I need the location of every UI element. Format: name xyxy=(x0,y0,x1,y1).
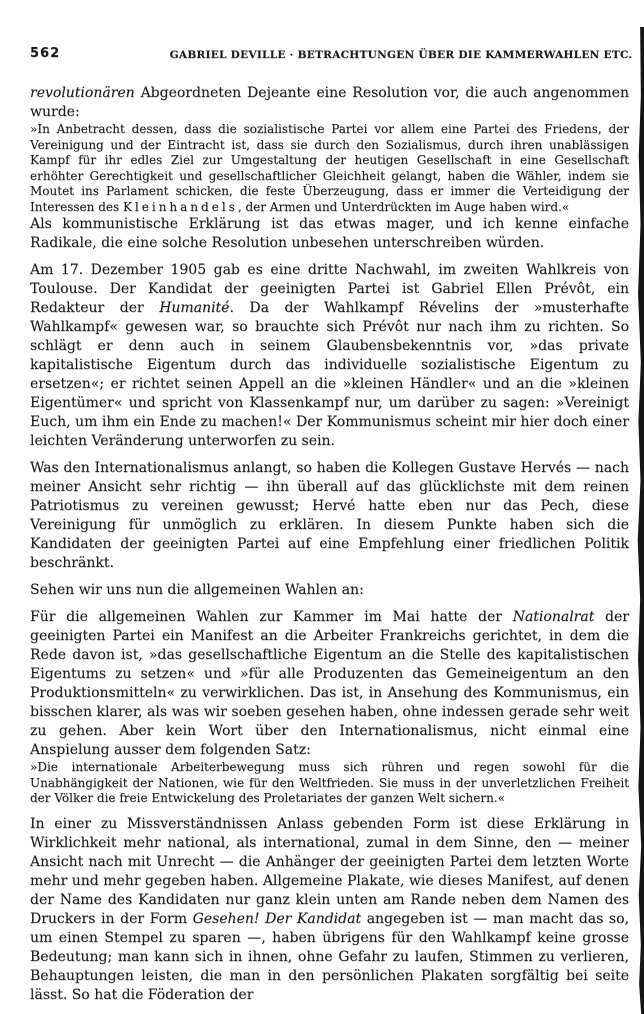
text-run: Was den Internationalismus anlangt, so haben die Kollegen Gustave Hervés — nach meiner Ansicht sehr richtig — ihn überall auf das glücklichste mit dem reinen Patriotismus zu vereinen gewusst; Hervé hatte eben nur das Pech, diese Vereinigung für unmöglich zu erklären. In diesem Punkte haben sich die Kandidaten der geeinigten Partei auf eine Empfehlung einer friedlichen Politik beschränkt. xyxy=(30,460,629,571)
text-run: Abgeordneten Dejeante eine Resolution vor, die auch angenommen wurde: xyxy=(30,85,629,120)
paragraph xyxy=(30,261,629,451)
text-run-spaced: Kleinhandels xyxy=(122,199,238,214)
text-run-italic: revolutionären xyxy=(30,85,135,101)
paragraph xyxy=(30,581,629,600)
text-run-italic: Humanité xyxy=(159,300,230,316)
text-run: In einer zu Missverständnissen Anlass gebenden Form ist diese Erklärung in Wirklichkeit mehr national, als international, zumal in dem Sinne, den — meiner Ansicht nach mit Unrecht — die Anhänger der geeinigten Partei dem letzten Worte mehr und mehr gegeben haben. Allgemeine Plakate, wie dieses Manifest, auf denen der Name des Kandidaten nur ganz klein unten am Rande neben dem Namen des Druckers in der Form xyxy=(30,815,629,927)
text-run-italic: Gesehen! Der Kandidat xyxy=(192,910,362,927)
text-run: der geeinigten Partei ein Manifest an die Arbeiter Frankreichs gerichtet, in dem die Rede davon ist, »das gesellschaftliche Eigentum an die Stelle des kapitalistischen Eigentums zu setzen« und »für alle Produzenten das Gemeineigentum an den Produktionsmitteln« zu verwirklichen. Das ist, in Ansehung des Kommunismus, ein bisschen klarer, als was wir soeben gesehen haben, ohne indessen gerade sehr weit zu gehen. Aber kein Wort über den Internationalismus, nicht einmal eine Anspielung ausser dem folgenden Satz: xyxy=(30,609,629,758)
paragraph xyxy=(30,760,629,807)
paragraph xyxy=(30,608,629,760)
paragraph xyxy=(30,815,629,1005)
text-run-italic: Nationalrat xyxy=(512,609,595,625)
paragraph xyxy=(30,84,629,122)
text-run: Als kommunistische Erklärung ist das etwas mager, und ich kenne einfache Radikale, die eine solche Resolution unbesehen unterschreiben würden. xyxy=(30,216,629,251)
scan-edge-artifact xyxy=(637,27,644,1014)
text-run: Sehen wir uns nun die allgemeinen Wahlen an: xyxy=(30,582,364,598)
paragraph xyxy=(30,459,629,573)
text-run: . Da der Wahlkampf Révelins der »musterhafte Wahlkampf« gewesen war, so brauchte sich Prévôt nur nach ihm zu richten. So schlägt er denn auch in seinem Glaubensbekenntnis vor, »das private kapitalistische Eigentum durch das individuelle sozialistische Eigentum zu ersetzen«; er richtet seinen Appell an die »kleinen Händler« und an die »kleinen Eigentümer« und spricht von Klassenkampf nur, um darüber zu sagen: »Vereinigt Euch, um ihm ein Ende zu machen!« Der Kommunismus scheint mir hier doch einer leichten Veränderung unterworfen zu sein. xyxy=(30,300,629,449)
text-run: angegeben ist — man macht das so, um einen Stempel zu sparen —, haben übrigens für den Wahlkampf keine grosse Bedeutung; man kann sich in ihnen, ohne Gefahr zu laufen, Stimmen zu verlieren, Behauptungen leisten, die man in den persönlichen Plakaten sorgfältig bei seite lässt. So hat die Föderation der xyxy=(30,910,629,1003)
paragraph xyxy=(30,122,629,215)
page-number: 562 xyxy=(30,46,61,61)
running-head: GABRIEL DEVILLE · BETRACHTUNGEN ÜBER DIE KAMMERWAHLEN ETC. xyxy=(169,49,633,61)
text-block xyxy=(30,84,629,1005)
text-run: »In Anbetracht dessen, dass die sozialistische Partei vor allem eine Partei des Friedens, der Vereinigung und der Eintracht ist, dass sie durch den Sozialismus, durch ihren unablässigen Kampf für ihr edles Ziel zur Umgestaltung der heutigen Gesellschaft in eine Gesellschaft erhöhter Gerechtigkeit und gesellschaftlicher Gleichheit gelangt, haben die Wähler, indem sie Moutet ins Parlament schicken, die feste Überzeugung, dass er immer die Verteidigung der Interessen des xyxy=(30,122,629,214)
text-run: Für die allgemeinen Wahlen zur Kammer im Mai hatte der xyxy=(30,609,513,625)
paragraph xyxy=(30,215,629,253)
text-run: , der Armen und Unterdrückten im Auge haben wird.« xyxy=(237,199,570,214)
text-run: »Die internationale Arbeiterbewegung muss sich rühren und regen sowohl für die Unabhängigkeit der Nationen, wie für den Weltfrieden. Sie muss in der unverletzlichen Freiheit der Völker die freie Entwickelung des Proletariates der ganzen Welt sichern.« xyxy=(30,760,629,805)
text-run: Am 17. Dezember 1905 gab es eine dritte Nachwahl, im zweiten Wahlkreis von Toulouse. Der Kandidat der geeinigten Partei ist Gabriel Ellen Prévôt, ein Redakteur der xyxy=(30,262,629,316)
